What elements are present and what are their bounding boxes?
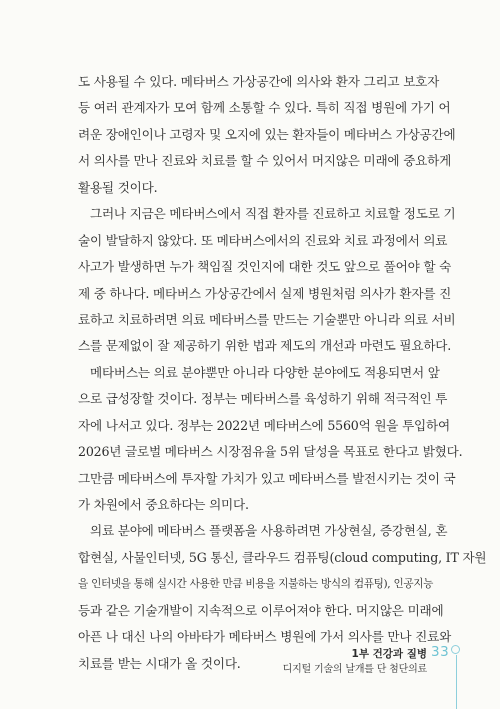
body-line: 을 인터넷을 통해 실시간 사용한 만큼 비용을 지불하는 방식의 컴퓨팅), 인공지능 [78,578,433,591]
body-line: 자에 나서고 있다. 정부는 2022년 메타버스에 5560억 원을 투입하여 [78,417,450,433]
body-line: 려운 장애인이나 고령자 및 오지에 있는 환자들이 메타버스 가상공간에 [78,126,456,142]
footer-section-title: 1부 건강과 질병 [351,648,427,660]
body-line: 의료 분야에 메타버스 플랫폼을 사용하려면 가상현실, 증강현실, 혼 [90,523,448,539]
body-line: 등 여러 관계자가 모여 함께 소통할 수 있다. 특히 직접 병원에 가기 어 [78,100,451,116]
body-line: 사고가 발생하면 누가 책임질 것인지에 대한 것도 앞으로 풀어야 할 숙 [78,259,452,275]
body-line: 서 의사를 만나 진료와 치료를 할 수 있어서 머지않은 미래에 중요하게 [78,153,452,169]
page-number: 33 [431,644,450,660]
footer-book-title: 디지털 기술의 날개를 단 첨단의료 [282,664,427,675]
body-line: 료하고 치료하려면 의료 메타버스를 만드는 기술뿐만 아니라 의료 서비 [78,311,456,327]
body-line: 2026년 글로벌 메타버스 시장점유율 5위 달성을 목표로 한다고 밝혔다. [78,444,463,460]
body-line: 활용될 것이다. [78,179,158,195]
body-line: 가 차원에서 중요하다는 의미다. [78,497,249,512]
body-line: 제 중 하나다. 메타버스 가상공간에서 실제 병원처럼 의사가 환자를 진 [78,285,452,301]
footer-rule [456,655,457,709]
body-line: 으로 급성장할 것이다. 정부는 메타버스를 육성하기 위해 적극적인 투 [78,391,448,407]
body-line: 도 사용될 수 있다. 메타버스 가상공간에 의사와 환자 그리고 보호자 [78,74,440,89]
body-line: 그러나 지금은 메타버스에서 직접 환자를 진료하고 치료할 정도로 기 [90,206,456,222]
body-line: 합현실, 사물인터넷, 5G 통신, 클라우드 컴퓨팅(cloud computing, IT 자원 [78,549,487,565]
body-line: 아픈 나 대신 나의 아바타가 메타버스 병원에 가서 의사를 만나 진료와 [78,629,452,645]
running-footer [283,646,427,678]
body-line: 메타버스는 의료 분야뿐만 아니라 다양한 분야에도 적용되면서 앞 [90,364,440,380]
body-line: 술이 발달하지 않았다. 또 메타버스에서의 진료와 치료 과정에서 의료 [78,232,448,248]
footer-circle-marker [451,645,460,654]
body-line: 스를 문제없이 잘 제공하기 위한 법과 제도의 개선과 마련도 필요하다. [78,338,452,354]
body-line: 등과 같은 기술개발이 지속적으로 이루어져야 한다. 머지않은 미래에 [78,602,444,618]
body-line: 치료를 받는 시대가 올 것이다. [78,655,241,671]
body-line: 그만큼 메타버스에 투자할 가치가 있고 메타버스를 발전시키는 것이 국 [78,470,456,486]
